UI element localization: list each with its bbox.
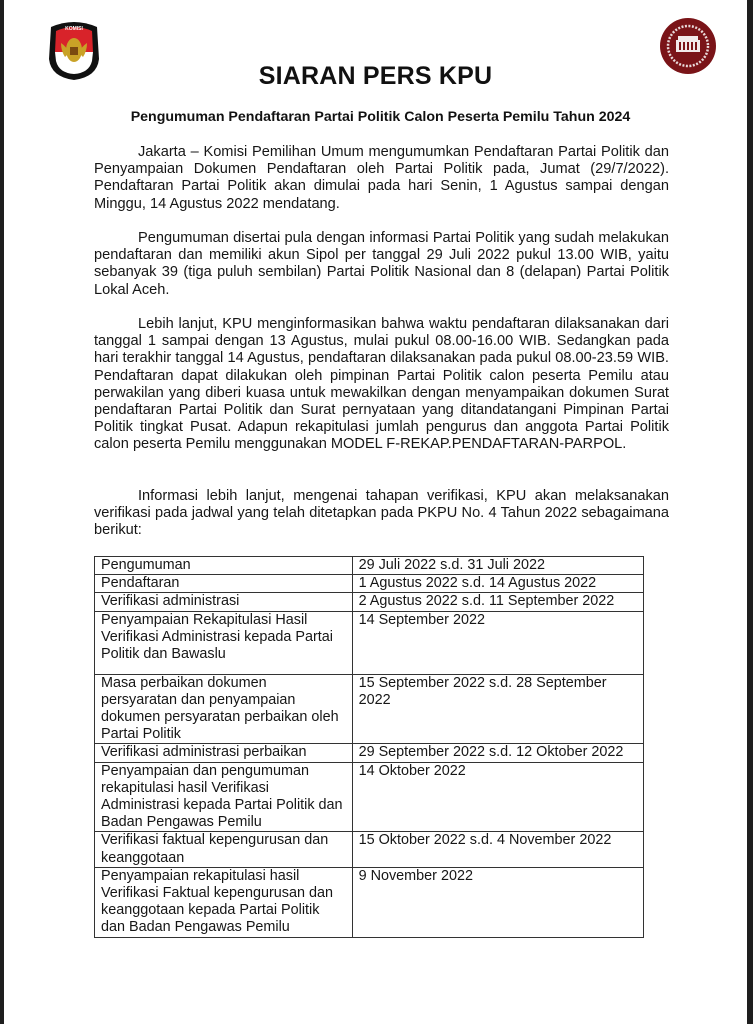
stage-cell: Penyampaian Rekapitulasi Hasil Verifikasi Administrasi kepada Partai Politik dan Bawaslu: [95, 611, 353, 674]
stage-cell: Verifikasi administrasi perbaikan: [95, 744, 353, 762]
table-row: [95, 832, 644, 867]
stage-cell: Pendaftaran: [95, 575, 353, 593]
date-cell: 2 Agustus 2022 s.d. 11 September 2022: [352, 593, 643, 611]
schedule-table: [94, 556, 644, 938]
table-row: [95, 674, 644, 744]
page-subtitle: Pengumuman Pendaftaran Partai Politik Calon Peserta Pemilu Tahun 2024: [130, 109, 631, 125]
stage-cell: Penyampaian dan pengumuman rekapitulasi hasil Verifikasi Administrasi kepada Partai Politik dan Badan Pengawas Pemilu: [95, 762, 353, 832]
paragraph: Informasi lebih lanjut, mengenai tahapan verifikasi, KPU akan melaksanakan verifikasi pada jadwal yang telah ditetapkan pada PKPU No. 4 Tahun 2022 sebagaimana berikut:: [94, 488, 669, 539]
paragraph: Pengumuman disertai pula dengan informasi Partai Politik yang sudah melakukan pendaftaran dan memiliki akun Sipol per tanggal 29 Juli 2022 pukul 13.00 WIB, yaitu sebanyak 39 (tiga puluh sembilan) Partai Politik Nasional dan 8 (delapan) Partai Politik Lokal Aceh.: [94, 230, 669, 298]
table-row: [95, 867, 644, 937]
table-row: [95, 557, 644, 575]
date-cell: 14 Oktober 2022: [352, 762, 643, 832]
table-row: [95, 611, 644, 674]
paragraph: Lebih lanjut, KPU menginformasikan bahwa waktu pendaftaran dilaksanakan dari tanggal 1 sampai dengan 13 Agustus, mulai pukul 08.00-16.00 WIB. Sedangkan pada hari terakhir tanggal 14 Agustus, pendaftaran dilaksanakan pada pukul 08.00-23.59 WIB. Pendaftaran dapat dilakukan oleh pimpinan Partai Politik calon peserta Pemilu atau perwakilan yang diberi kuasa untuk mewakilkan dengan menyampaikan dokumen Surat pendaftaran Partai Politik dan Surat pernyataan yang ditandatangani Pimpinan Partai Politik tingkat Pusat. Adapun rekapitulasi jumlah pengurus dan anggota Partai Politik calon peserta Pemilu menggunakan MODEL F-REKAP.PENDAFTARAN-PARPOL.: [94, 316, 669, 453]
date-cell: 15 Oktober 2022 s.d. 4 November 2022: [352, 832, 643, 867]
date-cell: 1 Agustus 2022 s.d. 14 Agustus 2022: [352, 575, 643, 593]
date-cell: 29 Juli 2022 s.d. 31 Juli 2022: [352, 557, 643, 575]
page-title: SIARAN PERS KPU: [258, 62, 493, 90]
stage-cell: Pengumuman: [95, 557, 353, 575]
stage-cell: Penyampaian rekapitulasi hasil Verifikasi Faktual kepengurusan dan keanggotaan kepada Partai Politik dan Badan Pengawas Pemilu: [95, 867, 353, 937]
table-row: [95, 744, 644, 762]
stage-cell: Verifikasi administrasi: [95, 593, 353, 611]
stage-cell: Masa perbaikan dokumen persyaratan dan penyampaian dokumen persyaratan perbaikan oleh Partai Politik: [95, 674, 353, 744]
table-row: [95, 593, 644, 611]
date-cell: 29 September 2022 s.d. 12 Oktober 2022: [352, 744, 643, 762]
date-cell: 15 September 2022 s.d. 28 September 2022: [352, 674, 643, 744]
date-cell: 14 September 2022: [352, 611, 643, 674]
kpu-logo-text-top: KOMISI: [65, 26, 83, 32]
table-row: [95, 762, 644, 832]
date-cell: 9 November 2022: [352, 867, 643, 937]
document-page: [4, 0, 747, 1024]
stage-cell: Verifikasi faktual kepengurusan dan keanggotaan: [95, 832, 353, 867]
paragraph: Jakarta – Komisi Pemilihan Umum mengumumkan Pendaftaran Partai Politik dan Penyampaian Dokumen Pendaftaran oleh Partai Politik pada, Jumat (29/7/2022). Pendaftaran Partai Politik akan dimulai pada hari Senin, 1 Agustus sampai dengan Minggu, 14 Agustus 2022 mendatang.: [94, 144, 669, 212]
table-row: [95, 575, 644, 593]
